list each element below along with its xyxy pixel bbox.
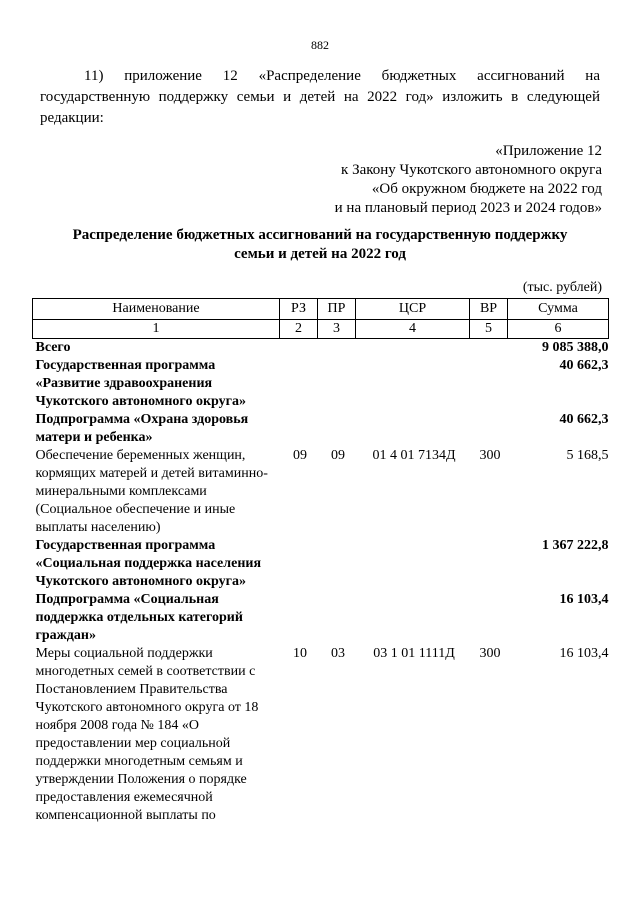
row-pr [318, 591, 356, 645]
row-pr: 03 [331, 646, 345, 661]
header-csr: ЦСР [356, 299, 470, 320]
row-pr [318, 339, 356, 358]
row-vr: 300 [479, 646, 501, 661]
table-row [33, 591, 609, 645]
row-name: Подпрограмма «Охрана здоровья матери и ребенка» [35, 412, 249, 445]
units-label: (тыс. рублей) [522, 280, 602, 295]
table-row [33, 339, 609, 358]
appendix-line: к Закону Чукотского автономного округа [341, 162, 602, 178]
header-name: Наименование [33, 299, 280, 320]
header-vr: ВР [470, 299, 508, 320]
appendix-line: «Приложение 12 [495, 143, 602, 159]
row-name: Меры социальной поддержки многодетных семей в соответствии с Постановлением Правительства Чукотского автономного округа от 18 ноября 2008 года № 184 «О предоставлении мер социальной поддержки многодетным семьям и утверждении Положения о порядке предоставления ежемесячной компенсационной выплаты по [35, 646, 259, 823]
row-sum: 16 103,4 [559, 592, 609, 607]
row-vr [470, 411, 508, 447]
row-vr [470, 357, 508, 411]
column-number: 5 [470, 320, 508, 339]
table-row [33, 411, 609, 447]
row-rz [280, 537, 318, 591]
row-pr [318, 357, 356, 411]
header-rz: РЗ [280, 299, 318, 320]
row-vr [470, 591, 508, 645]
row-rz [280, 591, 318, 645]
row-csr: 01 4 01 7134Д [372, 448, 456, 463]
table-header-row [33, 299, 609, 320]
page-number: 882 [311, 38, 329, 52]
row-rz [280, 411, 318, 447]
appendix-line: «Об окружном бюджете на 2022 год [371, 181, 602, 197]
table-row [33, 447, 609, 537]
row-name: Обеспечение беременных женщин, кормящих матерей и детей витаминно-минеральными комплексами (Социальное обеспечение и иные выплаты населению) [35, 448, 268, 535]
appendix-reference [262, 142, 602, 218]
header-pr: ПР [318, 299, 356, 320]
row-csr: 03 1 01 1111Д [373, 646, 455, 661]
appendix-line: и на плановый период 2023 и 2024 годов» [334, 200, 602, 216]
document-title [60, 226, 580, 264]
row-sum: 40 662,3 [559, 358, 609, 373]
row-csr [356, 591, 470, 645]
row-rz: 10 [293, 646, 307, 661]
row-sum: 40 662,3 [559, 412, 609, 427]
table-row [33, 537, 609, 591]
column-number: 1 [33, 320, 280, 339]
row-pr: 09 [331, 448, 345, 463]
row-rz: 09 [293, 448, 307, 463]
row-vr [470, 537, 508, 591]
row-sum: 5 168,5 [566, 448, 609, 463]
row-pr [318, 537, 356, 591]
table-row [33, 645, 609, 825]
column-number: 3 [318, 320, 356, 339]
column-number: 6 [508, 320, 609, 339]
row-vr [470, 339, 508, 358]
row-name: Подпрограмма «Социальная поддержка отдельных категорий граждан» [35, 592, 243, 643]
row-csr [356, 357, 470, 411]
table-column-numbers-row [33, 320, 609, 339]
table-row [33, 357, 609, 411]
intro-paragraph [40, 66, 600, 129]
row-name: Государственная программа «Социальная поддержка населения Чукотского автономного округа» [35, 538, 262, 589]
column-number: 2 [280, 320, 318, 339]
row-csr [356, 537, 470, 591]
title-line: Распределение бюджетных ассигнований на государственную поддержку [72, 227, 568, 243]
row-sum: 1 367 222,8 [542, 538, 609, 553]
row-sum: 9 085 388,0 [542, 340, 609, 355]
row-name: Всего [35, 340, 71, 355]
row-rz [280, 339, 318, 358]
row-rz [280, 357, 318, 411]
budget-table [32, 298, 609, 825]
row-pr [318, 411, 356, 447]
row-name: Государственная программа «Развитие здравоохранения Чукотского автономного округа» [35, 358, 246, 409]
intro-text: 11) приложение 12 «Распределение бюджетных ассигнований на государственную поддержку семьи и детей на 2022 год» изложить в следующей редакции: [40, 68, 600, 126]
row-vr: 300 [479, 448, 501, 463]
row-csr [356, 411, 470, 447]
row-sum: 16 103,4 [559, 646, 609, 661]
title-line: семьи и детей на 2022 год [234, 246, 406, 262]
row-csr [356, 339, 470, 358]
header-sum: Сумма [508, 299, 609, 320]
column-number: 4 [356, 320, 470, 339]
